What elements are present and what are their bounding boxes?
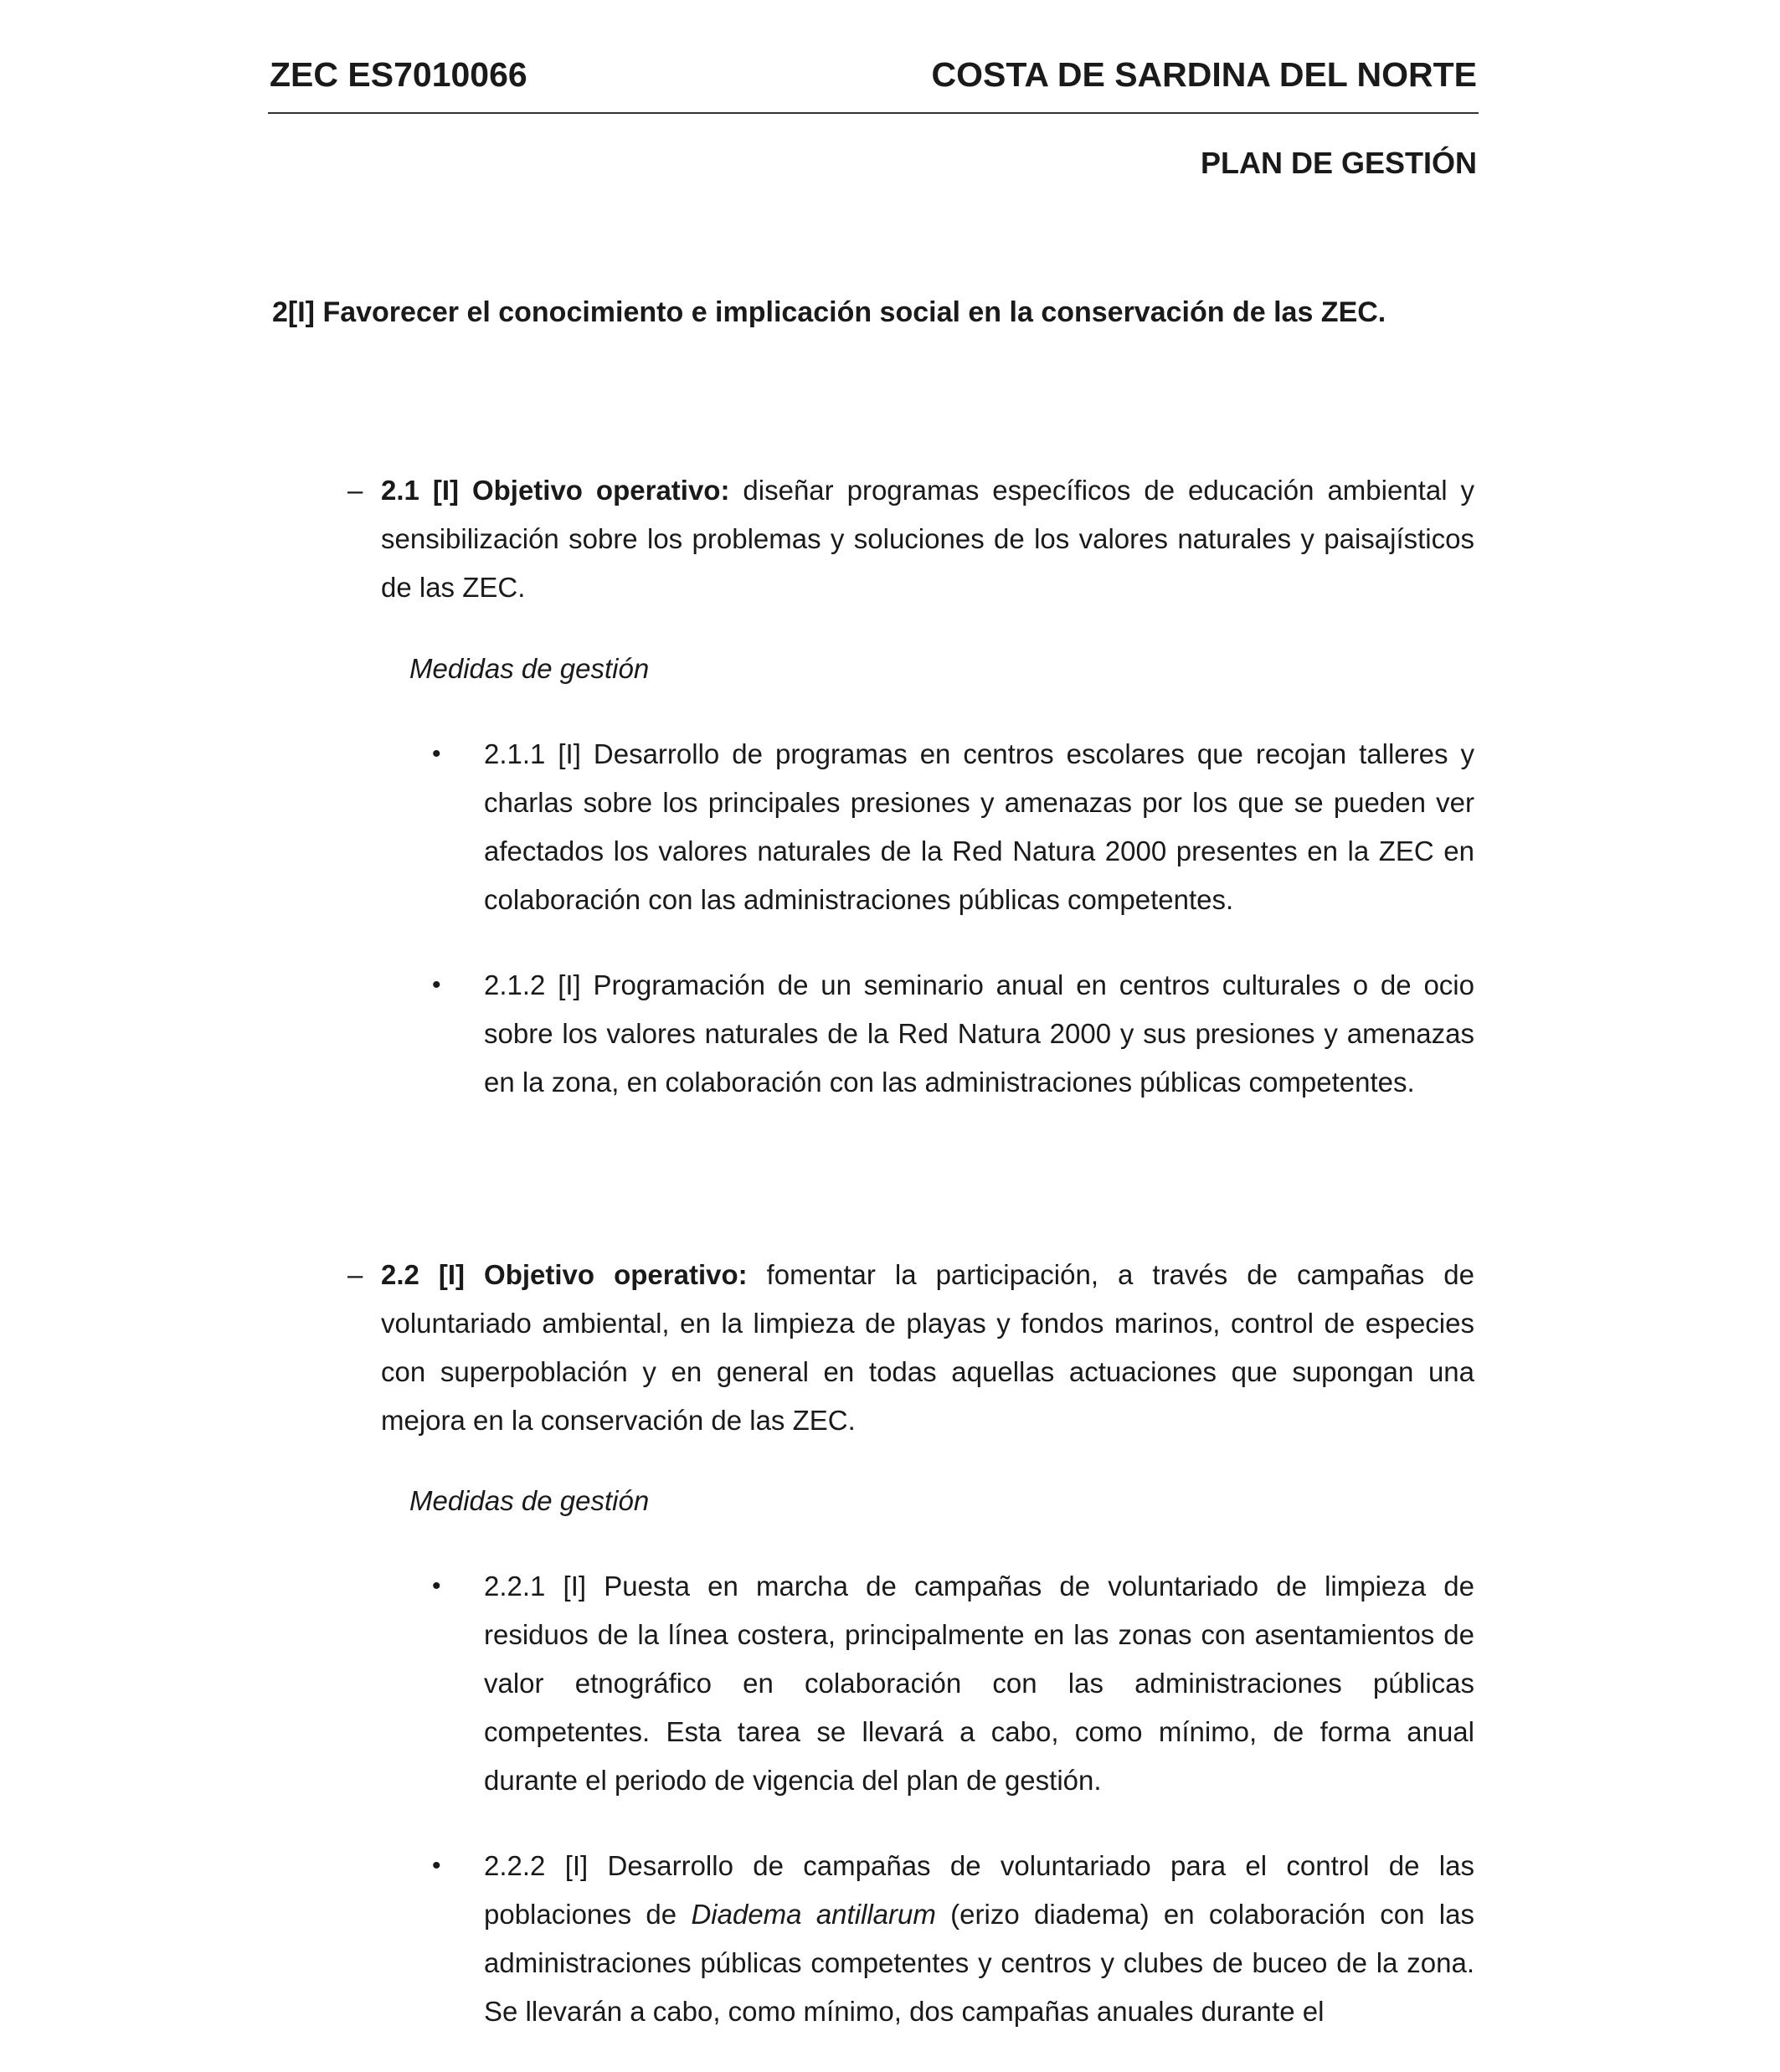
document-subtitle: PLAN DE GESTIÓN: [1200, 146, 1477, 180]
measure-2-1-2: [432, 961, 1474, 1107]
measures-title: Medidas de gestión: [409, 1485, 650, 1516]
species-name: Diadema antillarum: [691, 1899, 936, 1930]
objective-2-1: [347, 466, 1474, 612]
objective-label: 2.2 [I] Objetivo operativo:: [381, 1259, 748, 1290]
header-site-name: COSTA DE SARDINA DEL NORTE: [931, 54, 1477, 94]
measure-text-before: 2.2.2 [I] Desarrollo de campañas de voluntariado para el control de las poblaciones de: [484, 1850, 1474, 1930]
objective-2-2: [347, 1251, 1474, 1445]
measure-text: 2.1.2 [I] Programación de un seminario anual en centros culturales o de ocio sobre los valores naturales de la Red Natura 2000 y sus presiones y amenazas en la zona, en colaboración con las administraciones públicas competentes.: [484, 969, 1474, 1098]
objective-label: 2.1 [I] Objetivo operativo:: [381, 475, 730, 506]
measure-2-2-2: [432, 1842, 1474, 2036]
dash-marker: –: [347, 1259, 363, 1290]
bullet-marker: •: [432, 971, 441, 999]
objective-text: fomentar la participación, a través de campañas de voluntariado ambiental, en la limpieza de playas y fondos marinos, control de especies con superpoblación y en general en todas aquellas actuaciones que supongan una mejora en la conservación de las ZEC.: [381, 1259, 1474, 1436]
bullet-marker: •: [432, 1852, 441, 1879]
header-site-code: ZEC ES7010066: [270, 54, 527, 94]
bullet-marker: •: [432, 740, 441, 768]
measure-text-after: (erizo diadema) en colaboración con las administraciones públicas competentes y centros y clubes de buceo de la zona. Se llevarán a cabo, como mínimo, dos campañas anuales durante el: [484, 1899, 1474, 2027]
header-divider: [268, 112, 1479, 114]
page-header: [270, 49, 1477, 100]
measures-title: Medidas de gestión: [409, 653, 650, 684]
measure-2-1-1: [432, 730, 1474, 924]
objective-text: diseñar programas específicos de educación ambiental y sensibilización sobre los problemas y soluciones de los valores naturales y paisajísticos de las ZEC.: [381, 475, 1474, 603]
bullet-marker: •: [432, 1572, 441, 1600]
measure-text: 2.1.1 [I] Desarrollo de programas en centros escolares que recojan talleres y charlas sobre los principales presiones y amenazas por los que se pueden ver afectados los valores naturales de la Red Natura 2000 presentes en la ZEC en colaboración con las administraciones públicas competentes.: [484, 738, 1474, 915]
dash-marker: –: [347, 475, 363, 506]
goal-heading: 2[I] Favorecer el conocimiento e implicación social en la conservación de las ZEC.: [272, 296, 1386, 328]
measure-text: 2.2.1 [I] Puesta en marcha de campañas de voluntariado de limpieza de residuos de la línea costera, principalmente en las zonas con asentamientos de valor etnográfico en colaboración con las administraciones públicas competentes. Esta tarea se llevará a cabo, como mínimo, de forma anual durante el periodo de vigencia del plan de gestión.: [484, 1571, 1474, 1796]
measure-2-2-1: [432, 1562, 1474, 1805]
